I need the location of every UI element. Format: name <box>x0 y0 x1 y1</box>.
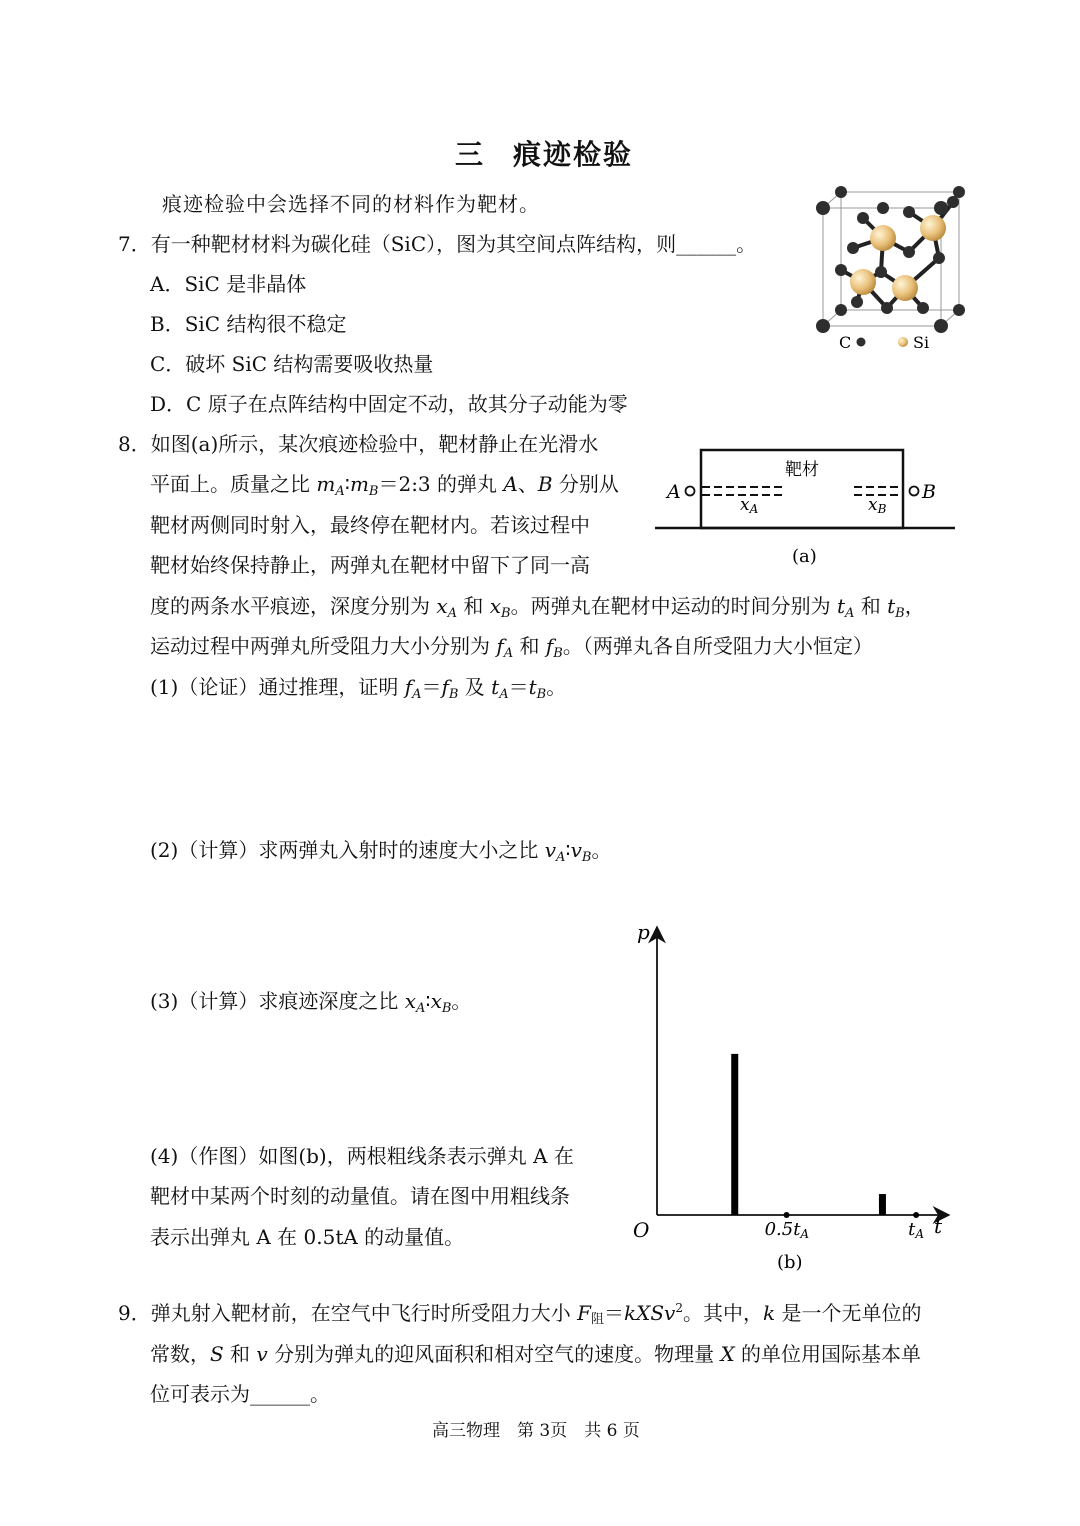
target-label: 靶材 <box>785 460 819 480</box>
q8-line-1-text: 如图(a)所示，某次痕迹检验中，靶材静止在光滑水 <box>150 432 599 456</box>
legend-c-label: C <box>839 333 852 352</box>
q7-option-b[interactable]: B．SiC 结构很不稳定 <box>150 312 347 336</box>
label-a: A <box>667 481 681 503</box>
q9-line-1: 9．弹丸射入靶材前，在空气中飞行时所受阻力大小 F阻＝kXSv$^2$。其中，k 是一个无单位的 <box>118 1301 922 1327</box>
q9-line-3: 位可表示为______。 <box>150 1382 330 1406</box>
q7-option-c[interactable]: C．破坏 SiC 结构需要吸收热量 <box>150 352 434 376</box>
q8-line-3: 靶材两侧同时射入，最终停在靶材内。若该过程中 <box>150 513 590 537</box>
lattice-legend <box>839 333 929 352</box>
q7-stem-text: 有一种靶材材料为碳化硅（SiC），图为其空间点阵结构，则______。 <box>150 232 757 256</box>
q7-option-d[interactable]: D．C 原子在点阵结构中固定不动，故其分子动能为零 <box>150 392 628 416</box>
q8-part-1: (1)（论证）通过推理，证明 $f_A=f_B$ 及 $t_A=t_B$。 <box>150 675 567 702</box>
sic-lattice-figure <box>805 180 975 360</box>
bullet-b <box>910 487 919 496</box>
figure-a-caption: (a) <box>792 546 817 567</box>
q8-line-1 <box>118 430 598 458</box>
figure-b-caption: (b) <box>777 1252 803 1273</box>
q9-line-2: 常数，S 和 v 分别为弹丸的迎风面积和相对空气的速度。物理量 X 的单位用国际基本单 <box>150 1342 922 1366</box>
legend-si-label: Si <box>913 333 930 352</box>
figure-b-momentum-chart <box>625 915 965 1280</box>
momentum-bar-1 <box>731 1054 738 1215</box>
q8-line-5: 度的两条水平痕迹，深度分别为 $x_A$ 和 $x_B$。两弹丸在靶材中运动的时间分别为 $t_A$ 和 $t_B$， <box>150 594 925 621</box>
q8-part-4-line-2: 靶材中某两个时刻的动量值。请在图中用粗线条 <box>150 1184 570 1208</box>
q8-number: 8． <box>118 432 151 456</box>
bullet-a <box>686 487 695 496</box>
section-number: 三 <box>455 138 486 171</box>
q7-stem <box>118 230 756 258</box>
page-footer: 高三物理 第 3页 共 6 页 <box>432 1421 640 1441</box>
q9-number: 9． <box>118 1301 151 1325</box>
q7-number: 7． <box>118 232 151 256</box>
tick-label-1: 0.5tA <box>764 1219 810 1241</box>
depth-xa-label: xA <box>740 495 759 516</box>
origin-label: O <box>633 1218 650 1242</box>
intro-text: 痕迹检验中会选择不同的材料作为靶材。 <box>162 192 540 216</box>
tick-label-2: tA <box>908 1219 925 1241</box>
q7-option-a[interactable]: A．SiC 是非晶体 <box>150 272 307 296</box>
figure-a-target-diagram <box>650 440 970 575</box>
label-b: B <box>922 481 936 503</box>
y-axis-label: p <box>637 920 650 944</box>
tick-dot-2 <box>913 1212 919 1218</box>
q8-part-2: (2)（计算）求两弹丸入射时的速度大小之比 $v_A∶v_B$。 <box>150 838 612 865</box>
q8-line-6: 运动过程中两弹丸所受阻力大小分别为 $f_A$ 和 $f_B$。（两弹丸各自所受阻力大小恒定） <box>150 634 873 661</box>
q8-part-3: (3)（计算）求痕迹深度之比 $x_A∶x_B$。 <box>150 989 472 1016</box>
section-name: 痕迹检验 <box>513 138 634 171</box>
q8-part-4-line-1: (4)（作图）如图(b)，两根粗线条表示弹丸 A 在 <box>150 1144 574 1168</box>
tick-dot-1 <box>784 1212 790 1218</box>
q8-part-4-line-3: 表示出弹丸 A 在 0.5tA 的动量值。 <box>150 1225 465 1249</box>
q8-line-4: 靶材始终保持静止，两弹丸在靶材中留下了同一高 <box>150 553 590 577</box>
section-title <box>455 133 633 173</box>
q8-line-2: 平面上。质量之比 $m_A∶m_B=2:3$ 的弹丸 A、B 分别从 <box>150 472 619 499</box>
momentum-bar-2 <box>879 1194 886 1215</box>
depth-xb-label: xB <box>868 495 887 516</box>
x-axis-label: t <box>934 1214 943 1238</box>
